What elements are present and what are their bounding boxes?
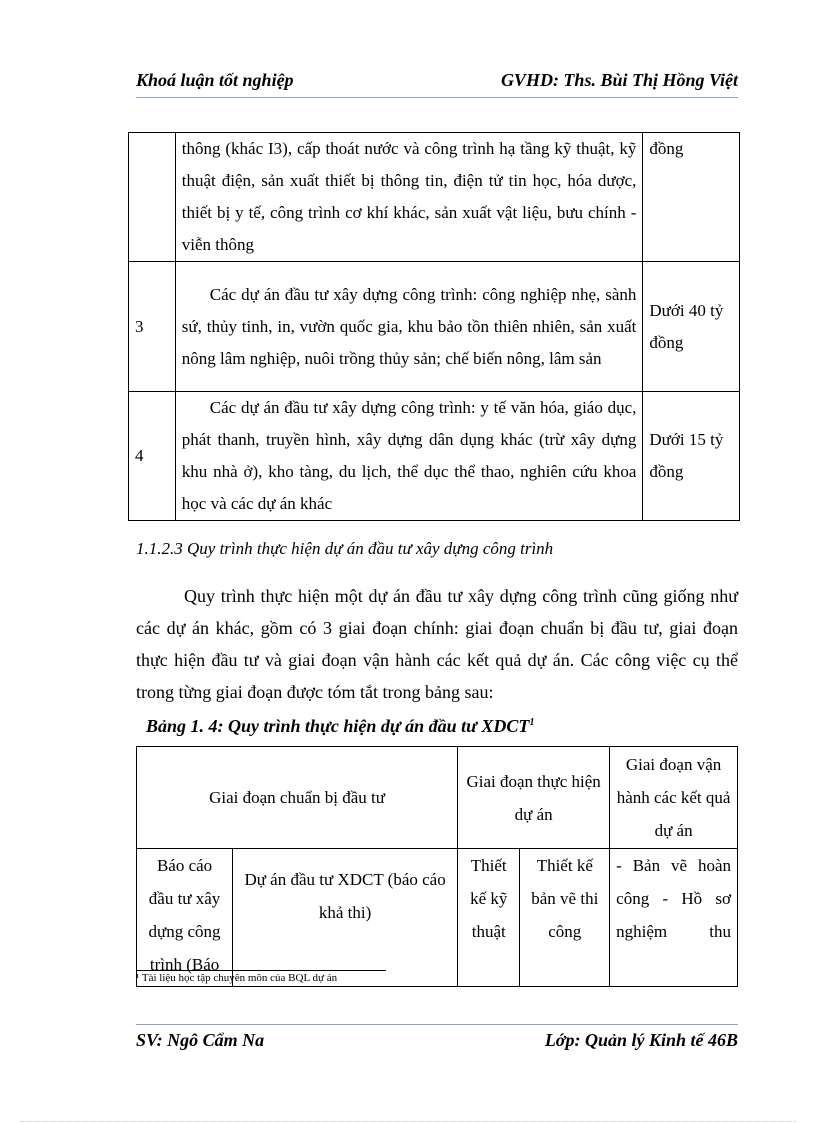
table-row: [129, 392, 740, 521]
table-caption: [146, 716, 534, 737]
footnote-rule: [136, 970, 386, 971]
body-paragraph: Quy trình thực hiện một dự án đầu tư xây dựng công trình cũng giống như các dự án khác, gồm có 3 giai đoạn chính: giai đoạn chuẩn bị đầu tư, giai đoạn thực hiện đầu tư và giai đoạn vận hành các kết quả dự án. Các công việc cụ thể trong từng giai đoạn được tóm tắt trong bảng sau:: [136, 586, 738, 702]
row-description: thông (khác I3), cấp thoát nước và công trình hạ tầng kỹ thuật, kỹ thuật điện, sản xuất thiết bị thông tin, điện tử tin học, hóa dược, thiết bị y tế, công trình cơ khí khác, sản xuất vật liệu, bưu chính - viễn thông: [175, 133, 643, 262]
header-left: Khoá luận tốt nghiệp: [136, 70, 294, 90]
row-number: 4: [129, 392, 176, 521]
row-value: Dưới 40 tỷ đồng: [643, 262, 740, 392]
cell-report: Báo cáo đầu tư xây dựng công trình (Báo: [137, 849, 233, 987]
row-number: 3: [129, 262, 176, 392]
table-header-row: [137, 747, 738, 849]
table-caption-text: Bảng 1. 4: Quy trình thực hiện dự án đầu tư XDCT: [146, 716, 530, 736]
header-oper-stage: Giai đoạn vận hành các kết quả dự án: [610, 747, 738, 849]
footer-left: SV: Ngô Cẩm Na: [136, 1030, 265, 1050]
cell-project: Dự án đầu tư XDCT (báo cáo khả thi): [233, 849, 458, 987]
header-rule: [136, 97, 738, 98]
row-number: [129, 133, 176, 262]
table-row: [137, 849, 738, 987]
table-row: [129, 262, 740, 392]
row-value: đồng: [643, 133, 740, 262]
row-value: Dưới 15 tỷ đồng: [643, 392, 740, 521]
table-row: [129, 133, 740, 262]
cell-construction-design: Thiết kế bản vẽ thi công: [520, 849, 610, 987]
header-prep-stage: Giai đoạn chuẩn bị đầu tư: [137, 747, 458, 849]
row-description: Các dự án đầu tư xây dựng công trình: công nghiệp nhẹ, sành sứ, thủy tinh, in, vườn quốc gia, khu bảo tồn thiên nhiên, sản xuất nông lâm nghiệp, nuôi trồng thủy sản; chế biến nông, lâm sản: [175, 262, 643, 392]
footer-rule: [136, 1024, 738, 1025]
footnote: ¹ Tài liệu học tập chuyên môn của BQL dự án: [136, 972, 338, 984]
row-description: Các dự án đầu tư xây dựng công trình: y tế văn hóa, giáo dục, phát thanh, truyền hình, xây dựng dân dụng khác (trừ xây dựng khu nhà ở), kho tàng, du lịch, thể dục thể thao, nghiên cứu khoa học và các dự án khác: [175, 392, 643, 521]
cell-tech-design: Thiết kế kỹ thuật: [458, 849, 520, 987]
header-right: GVHD: Ths. Bùi Thị Hồng Việt: [500, 70, 738, 90]
process-table: [136, 746, 738, 987]
section-heading: 1.1.2.3 Quy trình thực hiện dự án đầu tư xây dựng công trình: [136, 539, 554, 558]
footnote-marker: 1: [529, 717, 535, 728]
project-group-table: [128, 132, 740, 521]
footer-right: Lớp: Quản lý Kinh tế 46B: [544, 1030, 738, 1050]
header-impl-stage: Giai đoạn thực hiện dự án: [458, 747, 610, 849]
cell-completion: - Bản vẽ hoàn công - Hồ sơ nghiệm thu: [610, 849, 738, 987]
page-edge: [20, 1121, 796, 1122]
